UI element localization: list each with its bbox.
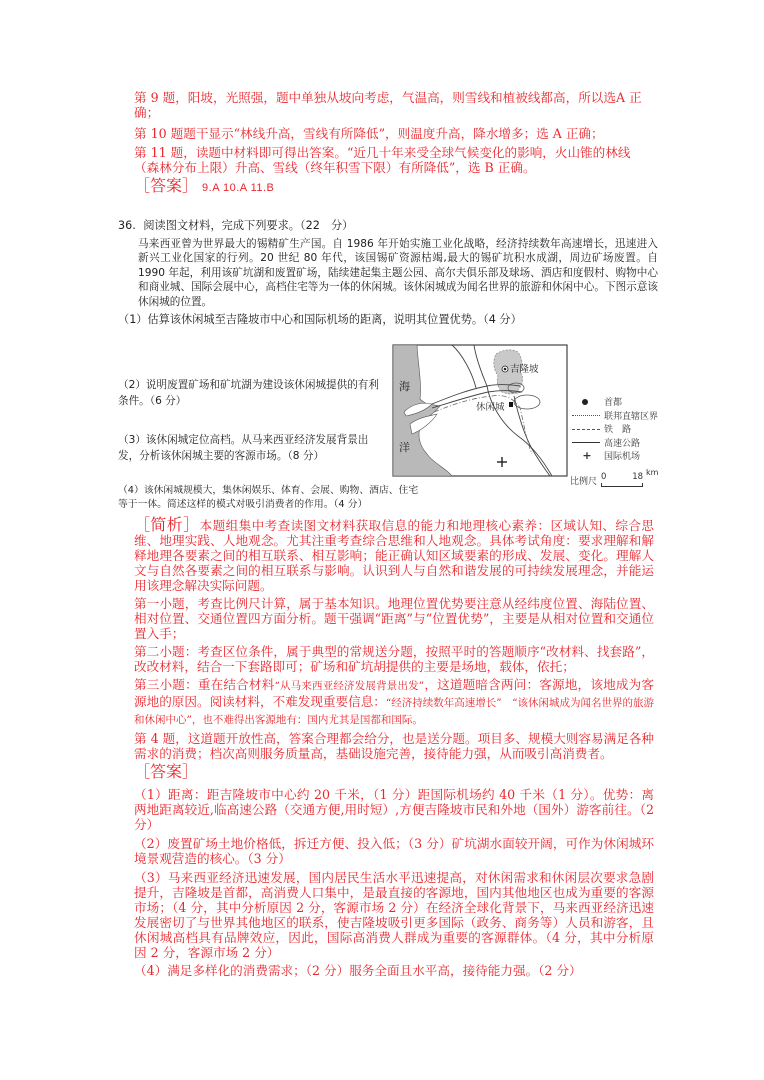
map-legend xyxy=(570,395,680,487)
answer-4: （4）满足多样化的消费需求；（2 分）服务全面且水平高，接待能力强。（2 分） xyxy=(134,963,582,978)
analysis-q3-quote2: “经济持续数年高速增长” “该休闲城成为闻名世界的旅游和休闲中心”，也不难得出客源地有：国内尤其是国都和国际。 xyxy=(134,697,655,726)
legend-highway xyxy=(570,436,680,450)
sea-label-1: 海 xyxy=(399,380,410,393)
explanation-q10: 第 10 题题干显示“林线升高，雪线有所降低”，则温度升高，降水增多；选 A 正确； xyxy=(134,126,604,141)
map-svg xyxy=(392,344,568,477)
scale-line xyxy=(601,483,643,487)
scale-zero: 0 xyxy=(601,471,607,482)
analysis-q3-a: 第三小题：重在结合材料 xyxy=(134,677,275,692)
scale-bar xyxy=(601,473,643,487)
leisure-city-label: 休闲城 xyxy=(476,402,505,413)
analysis-q3 xyxy=(134,677,654,728)
question-material: 马来西亚曾为世界最大的锡精矿生产国。自 1986 年开始实施工业化战略，经济持续数年高速增长，迅速进入新兴工业化国家的行列。20 世纪 80 年代，该国锡矿资源枯竭,最大的锡矿坑积水成湖，周边矿场废置。自 1990 年起，利用该矿坑湖和废置矿场，陆续建起集主题公园、高尔夫俱乐部及球场、酒店和度假村、购物中心和商业城、国际会展中心，高档住宅等为一体的休闲城。该休闲城成为闻名世界的旅游和休闲中心。下图示意该休闲城的位置。 xyxy=(138,238,658,308)
legend-boundary xyxy=(570,409,680,423)
explanation-q11: 第 11 题，读题中材料即可得出答案。“近几十年来受全球气候变化的影响，火山锥的林线（森林分布上限）升高、雪线（终年积雪下限）有所降低”，选 B 正确。 xyxy=(134,145,631,175)
sub-question-2: （2）说明废置矿场和矿坑湖为建设该休闲城提供的有利条件。（6 分） xyxy=(118,379,379,407)
explanation-q9: 第 9 题，阳坡，光照强，题中单独从坡向考虑，气温高，则雪线和植被线都高，所以选A 正确； xyxy=(134,90,642,120)
legend-scale xyxy=(570,467,680,487)
scale-numbers xyxy=(601,473,643,482)
capital-dot-icon xyxy=(570,397,604,407)
answer-2: （2）废置矿场土地价格低，拆迁方便、投入低；（3 分）矿坑湖水面较开阔，可作为休闲城环境景观营造的核心。（3 分） xyxy=(134,836,654,866)
analysis-q1: 第一小题，考查比例尺计算，属于基本知识。地理位置优势要注意从经纬度位置、海陆位置、相对位置、交通位置四方面分析。题干强调“距离”与“位置优势”，主要是从相对位置和交通位置入手； xyxy=(134,596,654,641)
answer-tag-main: ［答案］ xyxy=(134,762,199,781)
sub-question-1: （1）估算该休闲城至吉隆坡市中心和国际机场的距离，说明其位置优势。（4 分） xyxy=(118,313,522,326)
analysis-intro xyxy=(134,517,654,593)
capital-dot xyxy=(504,368,507,371)
answer-1: （1）距离：距吉隆坡市中心约 20 千米，（1 分）距国际机场约 40 千米（1 分）。优势：离两地距离较近,临高速公路（交通方便,用时短）,方便吉隆坡市民和外地（国外）游客前往。（2 分） xyxy=(134,787,654,832)
analysis-tag: ［简析］ xyxy=(134,515,200,534)
question-number: 36. xyxy=(118,219,136,232)
analysis-q2: 第二小题：考查区位条件，属于典型的常规送分题，按照平时的答题顺序“改材料、找套路”，改改材料，结合一下套路即可；矿场和矿坑胡提供的主要是场地，载体，依托； xyxy=(134,644,654,674)
capital-label: 吉隆坡 xyxy=(510,364,539,375)
solid-line-icon xyxy=(570,437,604,447)
leisure-city-marker xyxy=(509,402,513,407)
airport-plus-icon: + xyxy=(582,448,592,462)
answer-tag: ［答案］ xyxy=(134,176,199,195)
legend-railway xyxy=(570,422,680,436)
question-title xyxy=(118,218,658,234)
analysis-intro-text: 本题组集中考查读图文材料获取信息的能力和地理核心素养：区域认知、综合思维、地理实践、人地观念。尤其注重考查综合思维和人地观念。具体考试角度：要求理解和解释地理各要素之间的相互联系、相互影响；能正确认知区域要素的形成、发展、变化。理解人文与自然各要素之间的相互联系与影响。认识到人与自然和谐发展的可持续发展理念，并能运用该理念解决实际问题。 xyxy=(134,518,654,593)
analysis-q3-b: ，这道题暗含两问：客源地，该地成为客源地的原因。阅读材料，不难发现重要信息： xyxy=(134,677,654,709)
dashdot-line-icon xyxy=(570,424,604,434)
sea-label-2: 洋 xyxy=(399,441,410,454)
legend-railway-label: 铁 路 xyxy=(604,425,632,436)
question-title-text: 阅读图文材料，完成下列要求。（22 分） xyxy=(143,219,354,232)
dotted-line-icon xyxy=(570,410,604,420)
analysis-q4: 第 4 题，这道题开放性高，答案合理都会给分，也是送分题。项目多、规模大则容易满足各种需求的消费；档次高则服务质量高，基础设施完善，接待能力强，从而吸引高消费者。 xyxy=(134,731,654,761)
location-map xyxy=(392,344,568,477)
legend-capital-label: 首都 xyxy=(604,398,623,409)
sub-question-4: （4）该休闲城规模大，集休闲娱乐、体育、会展、购物、酒店、住宅等于一体。简述这样的模式对吸引消费者的作用。（4 分） xyxy=(118,485,419,510)
legend-airport xyxy=(570,449,680,463)
scale-unit: km xyxy=(646,467,659,477)
sub-question-3: （3）该休闲城定位高档。从马来西亚经济发展背景出发，分析该休闲城主要的客源市场。（8 分） xyxy=(118,434,369,462)
answer-heading xyxy=(134,764,198,780)
scale-value: 18 xyxy=(632,471,644,482)
legend-highway-label: 高速公路 xyxy=(604,438,641,449)
answer-3: （3）马来西亚经济迅速发展，国内居民生活水平迅速提高，对休闲需求和休闲层次要求急剧提升，吉隆坡是首都，高消费人口集中，是最直接的客源地，国内其他地区也成为重要的客源市场；（4 分，其中分析原因 2 分，客源市场 2 分）在经济全球化背景下，马来西亚经济迅速发展密切了与世界其他地区的联系，使吉隆坡吸引更多国际（政务、商务等）人员和游客，且休闲城高档具有品牌效应，因此，国际高消费人群成为重要的客源群体。（4 分，其中分析原因 2 分，客源市场 2 分） xyxy=(134,870,654,960)
legend-airport-label: 国际机场 xyxy=(604,452,641,463)
answer-values: 9.A 10.A 11.B xyxy=(202,182,275,194)
answer-prev xyxy=(134,178,274,196)
legend-capital xyxy=(570,395,680,409)
scale-label: 比例尺 xyxy=(570,476,598,487)
legend-boundary-label: 联邦直辖区界 xyxy=(604,411,659,422)
analysis-q3-quote1: “从马来西亚经济发展背景出发” xyxy=(274,680,425,692)
